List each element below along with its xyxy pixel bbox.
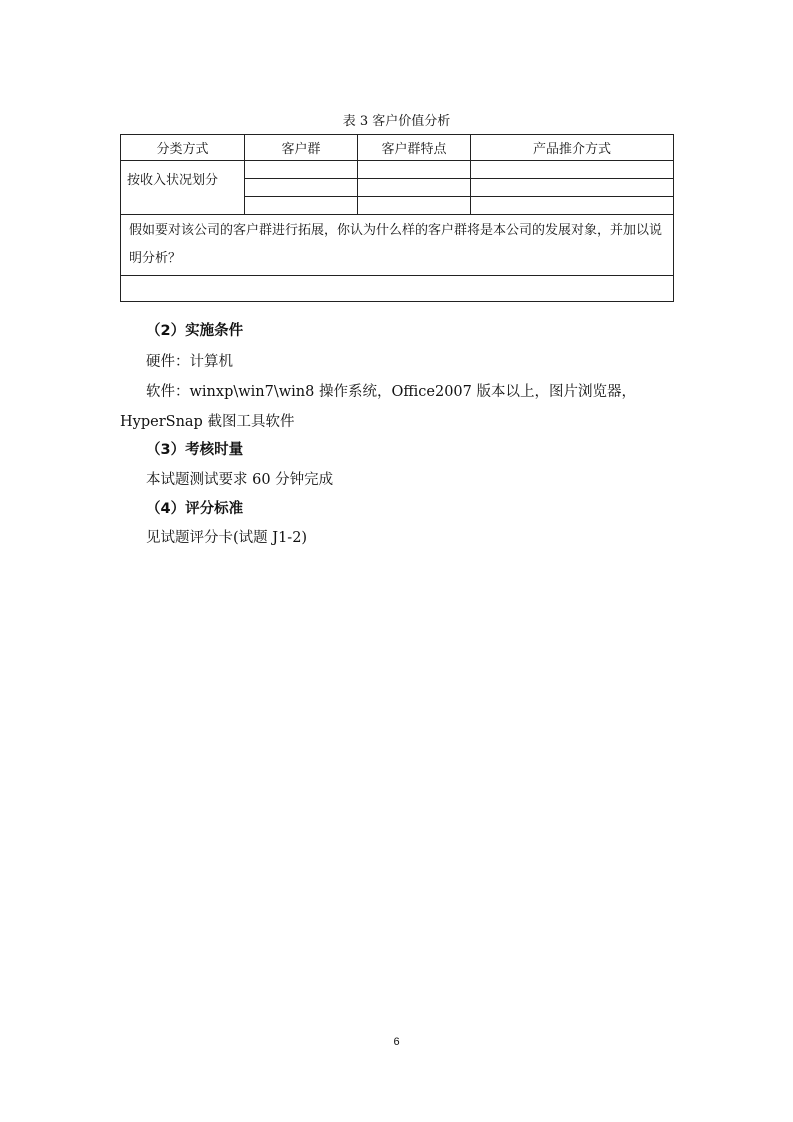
classify-method-cell: 按收入状况划分 <box>121 161 245 215</box>
header-cell: 分类方式 <box>121 135 245 161</box>
question-cell: 假如要对该公司的客户群进行拓展，你认为什么样的客户群将是本公司的发展对象，并加以说明分析？ <box>121 215 674 276</box>
answer-row <box>121 276 674 302</box>
criteria-heading: （4）评分标准 <box>146 501 244 517</box>
page-number: 6 <box>393 1036 400 1048</box>
time-text: 本试题测试要求 60 分钟完成 <box>146 472 334 488</box>
answer-cell <box>121 276 674 302</box>
table-cell <box>471 179 674 197</box>
conditions-heading: （2）实施条件 <box>146 323 244 339</box>
table-cell <box>358 161 471 179</box>
header-cell: 产品推介方式 <box>471 135 674 161</box>
table-caption: 表 3 客户价值分析 <box>342 114 451 129</box>
table-cell <box>245 197 358 215</box>
criteria-text: 见试题评分卡(试题 J1-2) <box>146 530 308 546</box>
software-text-line2: HyperSnap 截图工具软件 <box>120 414 295 430</box>
customer-value-table <box>120 134 674 302</box>
table-cell <box>245 179 358 197</box>
table-cell <box>471 161 674 179</box>
table-cell <box>358 197 471 215</box>
table-header-row <box>121 135 674 161</box>
hardware-text: 硬件：计算机 <box>146 354 233 370</box>
header-cell: 客户群 <box>245 135 358 161</box>
software-text-line1: 软件：winxp\win7\win8 操作系统，Office2007 版本以上，图片浏览器， <box>146 384 636 400</box>
table-cell <box>358 179 471 197</box>
question-row <box>121 215 674 276</box>
header-cell: 客户群特点 <box>358 135 471 161</box>
time-heading: （3）考核时量 <box>146 442 244 458</box>
table-row <box>121 161 674 179</box>
table-cell <box>471 197 674 215</box>
table-cell <box>245 161 358 179</box>
